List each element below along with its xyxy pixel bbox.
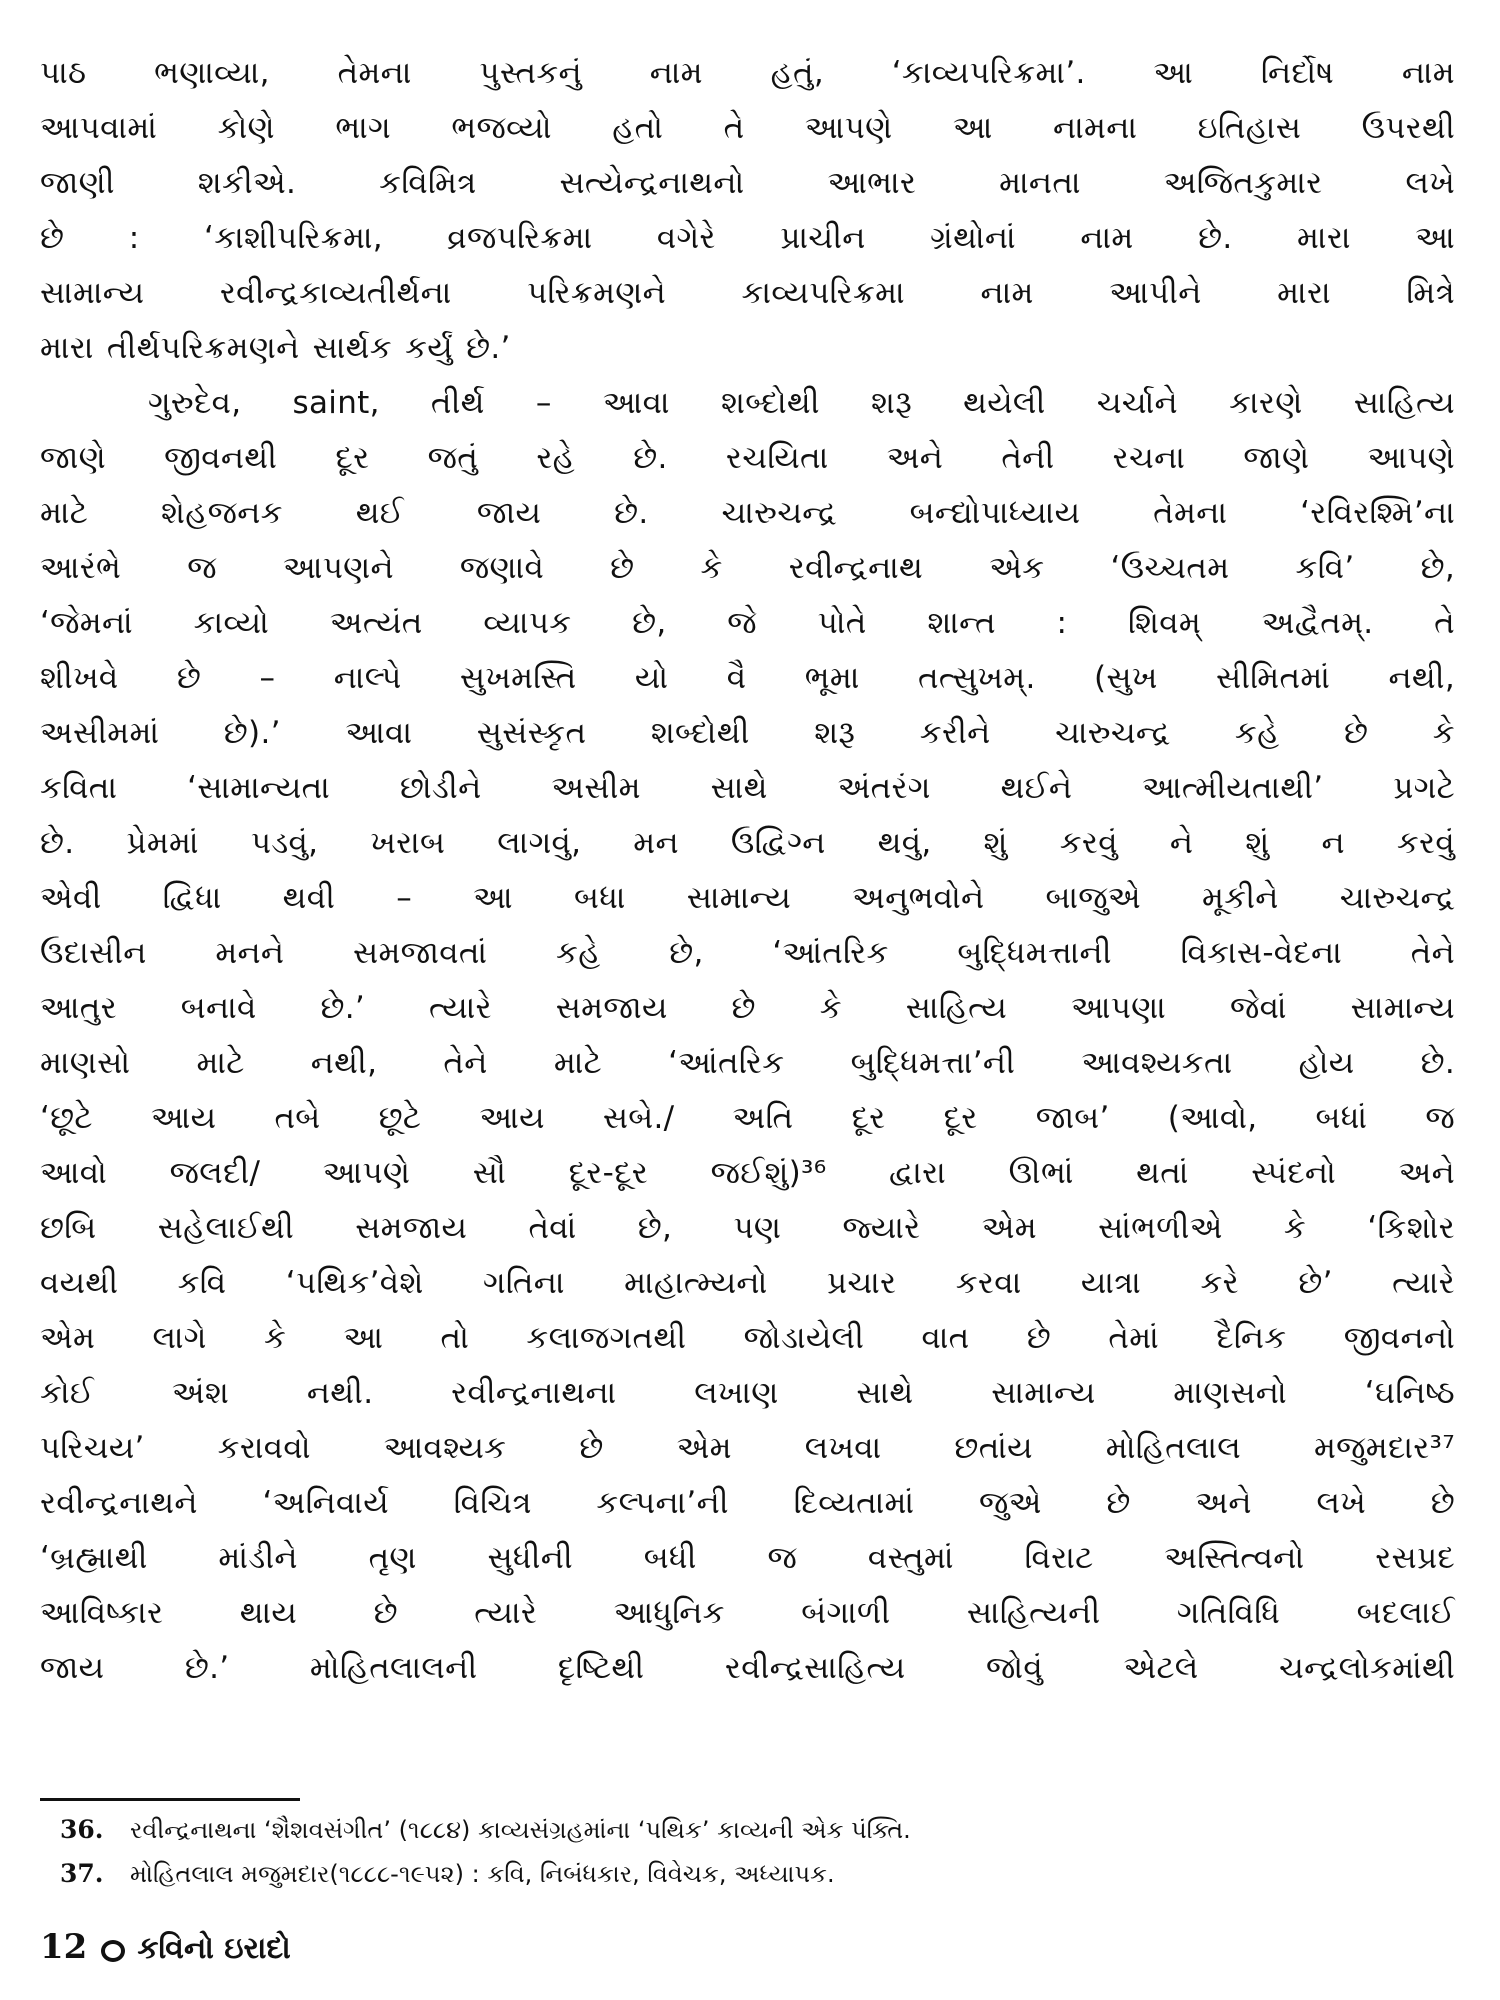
footnote-number: 36. xyxy=(60,1815,104,1844)
text-line: પાઠ ભણાવ્યા, તેમના પુસ્તકનું નામ હતું, ‘કાવ્યપરિક્રમા’. આ નિર્દોષ નામ xyxy=(40,55,1455,91)
text-line: જાય છે.’ મોહિતલાલની દૃષ્ટિથી રવીન્દ્રસાહિત્ય જોવું એટલે ચન્દ્રલોકમાંથી xyxy=(40,1650,1455,1686)
text-line: છે : ‘કાશીપરિક્રમા, વ્રજપરિક્રમા વગેરે પ્રાચીન ગ્રંથોનાં નામ છે. મારા આ xyxy=(40,220,1455,256)
text-line: આપવામાં કોણે ભાગ ભજવ્યો હતો તે આપણે આ નામના ઇતિહાસ ઉપરથી xyxy=(40,110,1455,146)
text-line: એવી દ્વિધા થવી – આ બધા સામાન્ય અનુભવોને બાજુએ મૂકીને ચારુચન્દ્ર xyxy=(40,880,1455,916)
text-line: જાણે જીવનથી દૂર જતું રહે છે. રચયિતા અને તેની રચના જાણે આપણે xyxy=(40,440,1455,476)
text-line: ઉદાસીન મનને સમજાવતાં કહે છે, ‘આંતરિક બુદ્ધિમત્તાની વિકાસ-વેદના તેને xyxy=(40,935,1455,971)
footnote-text: રવીન્દ્રનાથના ‘શૈશવસંગીત’ (૧૮૮૪) કાવ્યસંગ્રહમાંના ‘પથિક’ કાવ્યની એક પંક્તિ. xyxy=(130,1816,911,1844)
text-line: જાણી શકીએ. કવિમિત્ર સત્યેન્દ્રનાથનો આભાર માનતા અજિતકુમાર લખે xyxy=(40,165,1455,201)
text-line: સામાન્ય રવીન્દ્રકાવ્યતીર્થના પરિક્રમણને કાવ્યપરિક્રમા નામ આપીને મારા મિત્રે xyxy=(40,275,1455,311)
footnote-divider xyxy=(40,1798,300,1801)
paragraph-end-line: મારા તીર્થપરિક્રમણને સાર્થક કર્યું છે.’ xyxy=(40,330,511,366)
footnote-text: મોહિતલાલ મજુમદાર(૧૮૮૮-૧૯૫૨) : કવિ, નિબંધકાર, વિવેચક, અધ્યાપક. xyxy=(130,1860,835,1888)
text-line: શીખવે છે – નાલ્પે સુખમસ્તિ યો વૈ ભૂમા તત્સુખમ્. (સુખ સીમિતમાં નથી, xyxy=(40,660,1455,696)
text-line: કોઈ અંશ નથી. રવીન્દ્રનાથના લખાણ સાથે સામાન્ય માણસનો ‘ઘનિષ્ઠ xyxy=(40,1375,1455,1411)
running-title: કવિનો ઇરાદો xyxy=(137,1931,291,1966)
page-footer xyxy=(40,1922,291,1972)
text-line: આતુર બનાવે છે.’ ત્યારે સમજાય છે કે સાહિત્ય આપણા જેવાં સામાન્ય xyxy=(40,990,1455,1026)
text-line: છે. પ્રેમમાં પડવું, ખરાબ લાગવું, મન ઉદ્વિગ્ન થવું, શું કરવું ને શું ન કરવું xyxy=(40,825,1455,861)
footnote xyxy=(60,1852,1440,1896)
text-line: છબિ સહેલાઈથી સમજાય તેવાં છે, પણ જ્યારે એમ સાંભળીએ કે ‘કિશોર xyxy=(40,1210,1455,1246)
text-line: માટે શેહજનક થઈ જાય છે. ચારુચન્દ્ર બન્દ્યોપાધ્યાય તેમના ‘રવિરશ્મિ’ના xyxy=(40,495,1455,531)
circle-separator-icon xyxy=(101,1940,125,1962)
footnote xyxy=(60,1808,1440,1852)
text-line: ‘છૂટે આય તબે છૂટે આય સબે./ અતિ દૂર દૂર જાબ’ (આવો, બધાં જ xyxy=(40,1100,1455,1136)
text-line: આવિષ્કાર થાય છે ત્યારે આધુનિક બંગાળી સાહિત્યની ગતિવિધિ બદલાઈ xyxy=(40,1595,1455,1631)
text-line: ‘જેમનાં કાવ્યો અત્યંત વ્યાપક છે, જે પોતે શાન્ત : શિવમ્ અદ્વૈતમ્. તે xyxy=(40,605,1455,641)
page-number: 12 xyxy=(40,1927,88,1967)
text-line: રવીન્દ્રનાથને ‘અનિવાર્ય વિચિત્ર કલ્પના’ની દિવ્યતામાં જુએ છે અને લખે છે xyxy=(40,1485,1455,1521)
text-line: માણસો માટે નથી, તેને માટે ‘આંતરિક બુદ્ધિમત્તા’ની આવશ્યકતા હોય છે. xyxy=(40,1045,1455,1081)
footnote-number: 37. xyxy=(60,1859,104,1888)
text-line: આરંભે જ આપણને જણાવે છે કે રવીન્દ્રનાથ એક ‘ઉચ્ચતમ કવિ’ છે, xyxy=(40,550,1455,586)
text-line: વયથી કવિ ‘પથિક’વેશે ગતિના માહાત્મ્યનો પ્રચાર કરવા યાત્રા કરે છે’ ત્યારે xyxy=(40,1265,1455,1301)
text-line: આવો જલદી/ આપણે સૌ દૂર-દૂર જઈશું)³⁶ દ્વારા ઊભાં થતાં સ્પંદનો અને xyxy=(40,1155,1455,1191)
text-line: અસીમમાં છે).’ આવા સુસંસ્કૃત શબ્દોથી શરૂ કરીને ચારુચન્દ્ર કહે છે કે xyxy=(40,715,1455,751)
text-line: ‘બ્રહ્માથી માંડીને તૃણ સુધીની બધી જ વસ્તુમાં વિરાટ અસ્તિત્વનો રસપ્રદ xyxy=(40,1540,1455,1576)
text-line: કવિતા ‘સામાન્યતા છોડીને અસીમ સાથે અંતરંગ થઈને આત્મીયતાથી’ પ્રગટે xyxy=(40,770,1455,806)
text-line: એમ લાગે કે આ તો કલાજગતથી જોડાયેલી વાત છે તેમાં દૈનિક જીવનનો xyxy=(40,1320,1455,1356)
text-line: પરિચય’ કરાવવો આવશ્યક છે એમ લખવા છતાંય મોહિતલાલ મજુમદાર³⁷ xyxy=(40,1430,1455,1466)
paragraph-start-line: ગુરુદેવ, saint, તીર્થ – આવા શબ્દોથી શરૂ થયેલી ચર્ચાને કારણે સાહિત્ય xyxy=(148,385,1455,421)
